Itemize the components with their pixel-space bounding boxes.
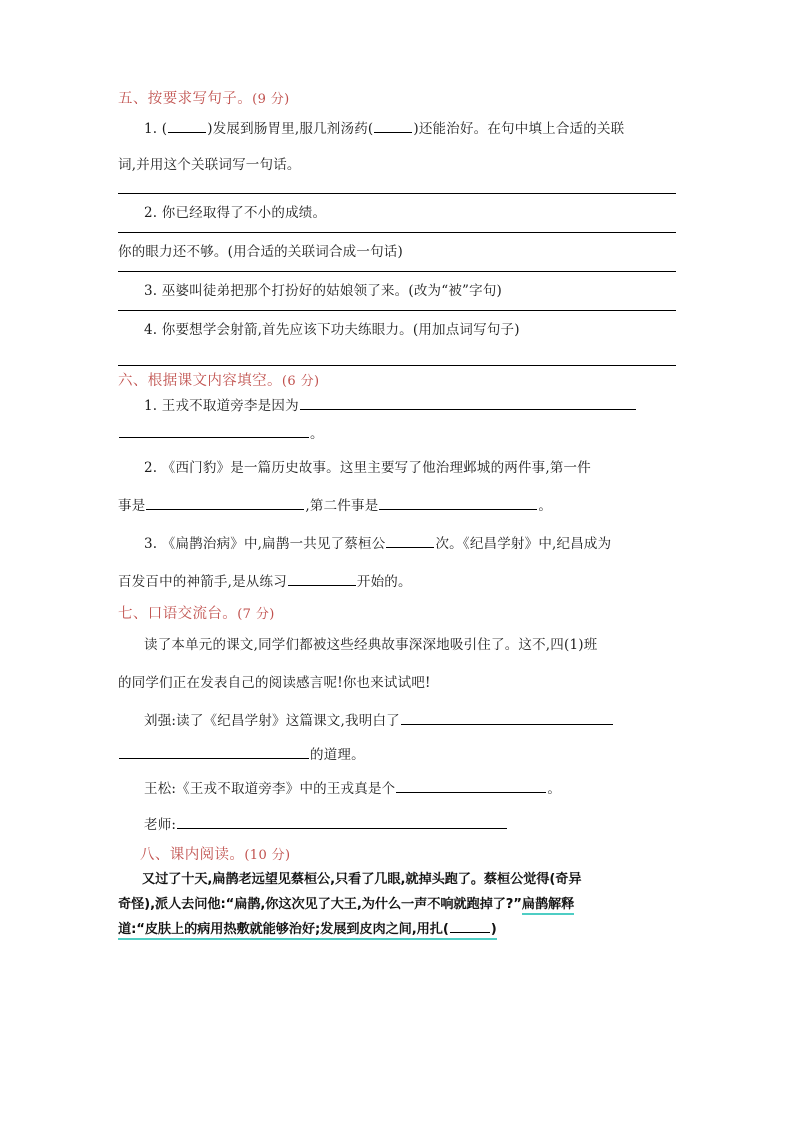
s6-q3-text-b: 次。《纪昌学射》中,纪昌成为 (435, 536, 612, 552)
s7-d1-tail: 的道理。 (310, 747, 365, 763)
section-7-intro-line1 (118, 626, 676, 664)
s7-d3-label: 老师: (144, 817, 177, 833)
q1-text-a: 1. ( (144, 121, 168, 137)
section-5-q2-line2: 你的眼力还不够。(用合适的关联词合成一句话) (118, 244, 403, 260)
section-6-q2-line2 (118, 487, 676, 525)
s6-q2-blank-1[interactable] (146, 498, 304, 510)
section-7-dialogue-3 (118, 808, 676, 842)
section-6-points: (6 分) (281, 374, 320, 389)
section-5-q2-line1: 2. 你已经取得了不小的成绩。 (144, 205, 327, 221)
s6-q3-text-d: 开始的。 (356, 574, 412, 590)
passage-blank[interactable] (450, 921, 490, 933)
section-5-q1-line2: 词,并用这个关联词写一句话。 (118, 157, 301, 173)
section-5-q4: 4. 你要想学会射箭,首先应该下功夫练眼力。(用加点词写句子) (144, 322, 520, 338)
passage-line-2-underlined: 扁鹊解释 (522, 897, 574, 915)
s6-q2-text-b: ,第二件事是 (305, 498, 379, 514)
s7-d2-text: 王松:《王戎不取道旁李》中的王戎真是个 (144, 781, 396, 797)
section-7-points: (7 分) (237, 607, 275, 622)
q1-text-c: )还能治好。在句中填上合适的关联 (413, 121, 625, 137)
section-7-heading (118, 603, 676, 626)
section-6-q1-line1 (118, 393, 676, 419)
s6-q3-text-a: 3. 《扁鹊治病》中,扁鹊一共见了蔡桓公 (144, 536, 386, 552)
section-6-title: 六、根据课文内容填空。 (118, 373, 282, 389)
section-8-points: (10 分) (244, 848, 291, 863)
s6-q2-text-a: 事是 (118, 498, 146, 514)
passage-line-3-underlined (118, 922, 497, 940)
s6-q1-blank-1[interactable] (300, 398, 636, 410)
section-7-dialogue-1-line2 (118, 740, 676, 770)
s7-d1-blank-1[interactable] (401, 713, 613, 725)
section-7-dialogue-2 (118, 770, 676, 808)
s6-q1-blank-2[interactable] (119, 426, 309, 438)
section-5-heading (118, 88, 676, 111)
s6-q3-text-c: 百发百中的神箭手,是从练习 (118, 574, 287, 590)
passage-line-2-plain: 奇怪),派人去问他:“扁鹊,你这次见了大王,为什么一声不响就跑掉了?” (118, 897, 522, 912)
q1-blank-2[interactable] (374, 121, 412, 133)
section-5-title: 五、按要求写句子。 (118, 91, 253, 107)
section-5-points: (9 分) (252, 92, 290, 107)
section-7-title: 七、口语交流台。 (118, 606, 238, 622)
section-6-q3-line1 (118, 525, 676, 563)
page-content (118, 88, 676, 942)
passage-line-2 (118, 892, 676, 917)
s7-d3-blank[interactable] (177, 817, 507, 829)
section-6-heading (118, 370, 676, 393)
passage-line-1: 又过了十天,扁鹊老远望见蔡桓公,只看了几眼,就掉头跑了。蔡桓公觉得(奇异 (142, 872, 582, 887)
section-8-passage (118, 867, 676, 942)
section-6-q1-line2 (118, 419, 676, 449)
section-6-q3-line2 (118, 563, 676, 601)
s7-d2-blank[interactable] (396, 781, 546, 793)
s6-q2-blank-2[interactable] (379, 498, 537, 510)
s6-q1-period: 。 (310, 426, 324, 442)
section-8-heading (118, 844, 676, 867)
s7-d1-speaker-text: 刘强:读了《纪昌学射》这篇课文,我明白了 (144, 713, 400, 729)
s7-d1-blank-2[interactable] (119, 747, 309, 759)
section-5-q3: 3. 巫婆叫徒弟把那个打扮好的姑娘领了来。(改为“被”字句) (144, 283, 503, 299)
section-6-q2-line1: 2. 《西门豹》是一篇历史故事。这里主要写了他治理邺城的两件事,第一件 (144, 460, 591, 476)
section-7-intro-line2: 的同学们正在发表自己的阅读感言呢!你也来试试吧! (118, 675, 431, 691)
section-5-q1-line1 (118, 111, 676, 147)
s6-q3-blank-2[interactable] (288, 574, 356, 586)
s7-intro-a: 读了本单元的课文,同学们都被这些经典故事深深地吸引住了。这不,四(1)班 (144, 637, 598, 653)
answer-rule-5[interactable] (118, 365, 676, 366)
section-8-title: 八、课内阅读。 (140, 847, 245, 863)
s6-q1-lead: 1. 王戎不取道旁李是因为 (144, 398, 299, 414)
s6-q3-blank-1[interactable] (386, 536, 434, 548)
passage-line-3-text: 道:“皮肤上的病用热敷就能够治好;发展到皮肉之间,用扎( (118, 922, 449, 937)
q1-blank-1[interactable] (168, 121, 206, 133)
s7-d2-period: 。 (547, 781, 562, 797)
passage-line-3 (118, 917, 676, 942)
s6-q2-period: 。 (538, 498, 553, 514)
section-7-dialogue-1-line1 (118, 702, 676, 740)
passage-line-3-close: ) (490, 922, 497, 937)
q1-text-b: )发展到肠胃里,服几剂汤药( (207, 121, 374, 137)
